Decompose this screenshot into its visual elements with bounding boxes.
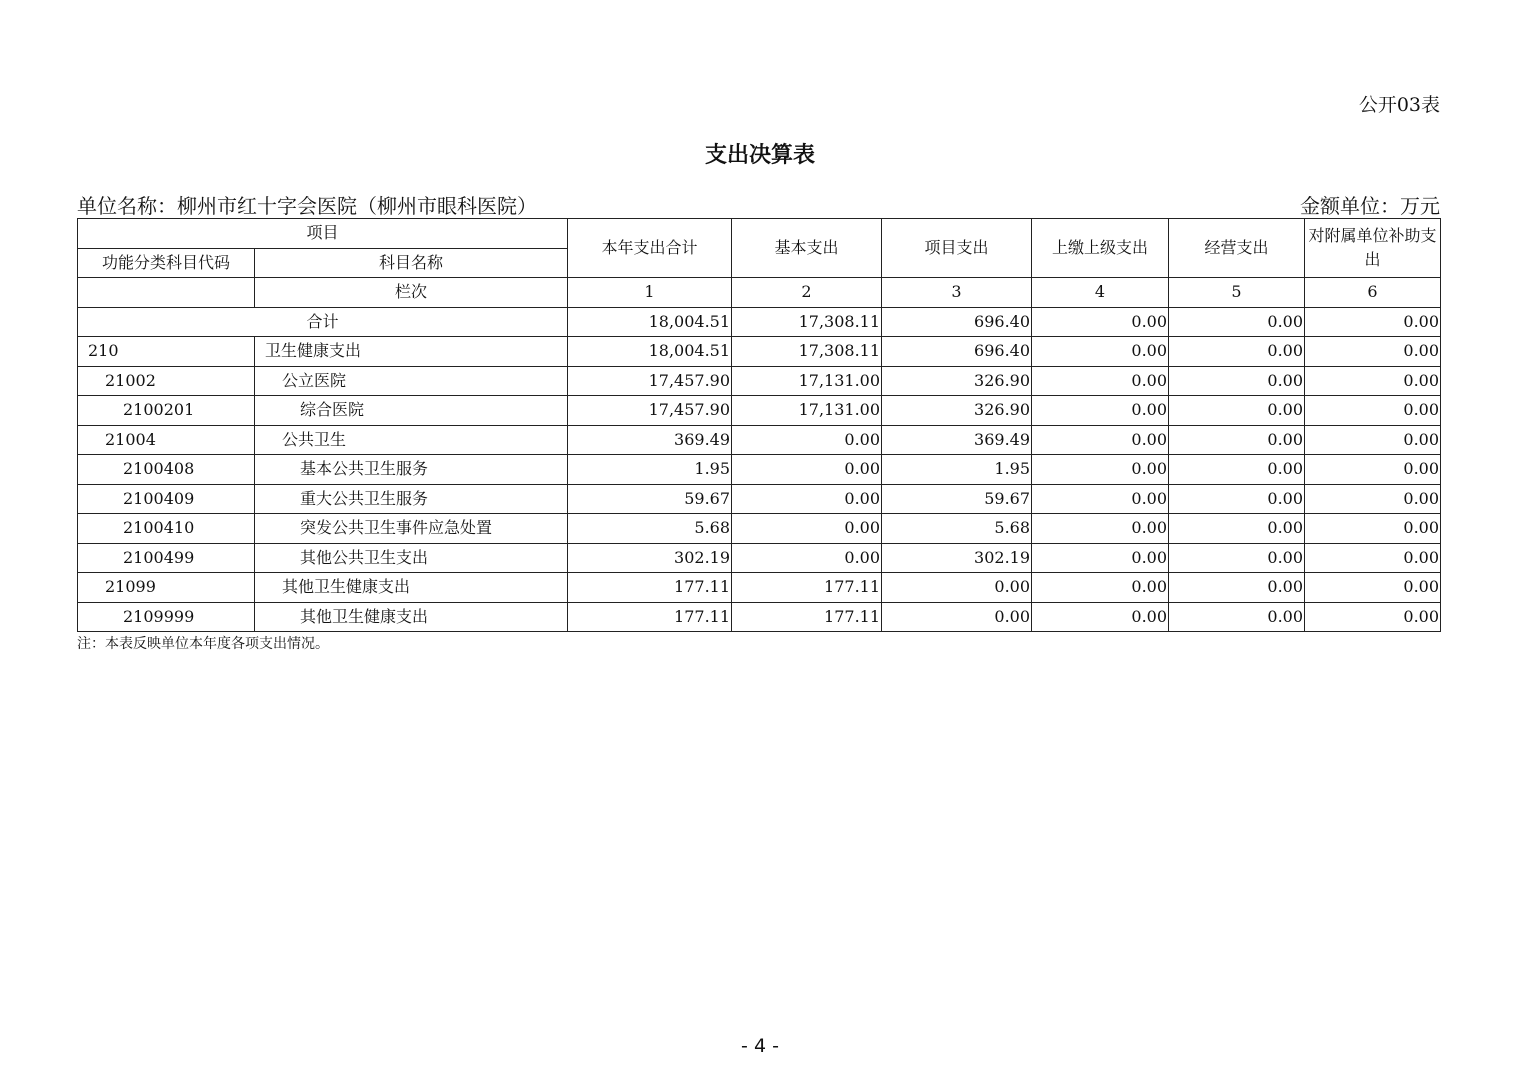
row-name: 基本公共卫生服务	[255, 455, 568, 485]
row-total: 59.67	[568, 484, 732, 514]
row-total: 302.19	[568, 543, 732, 573]
row-upper: 0.00	[1032, 425, 1169, 455]
row-basic: 17,131.00	[732, 366, 882, 396]
row-project: 326.90	[882, 366, 1032, 396]
row-project: 0.00	[882, 573, 1032, 603]
row-code: 2100410	[78, 514, 255, 544]
row-total: 369.49	[568, 425, 732, 455]
table-row	[78, 425, 1441, 455]
header-upper: 上缴上级支出	[1032, 219, 1169, 278]
column-index-3: 3	[882, 278, 1032, 308]
row-upper: 0.00	[1032, 484, 1169, 514]
total-subsidy: 0.00	[1305, 307, 1441, 337]
header-project: 项目支出	[882, 219, 1032, 278]
total-basic: 17,308.11	[732, 307, 882, 337]
row-name: 公立医院	[255, 366, 568, 396]
unit-name: 单位名称：柳州市红十字会医院（柳州市眼科医院）	[77, 194, 537, 218]
table-row	[78, 337, 1441, 367]
row-upper: 0.00	[1032, 455, 1169, 485]
row-business: 0.00	[1169, 543, 1305, 573]
row-total: 18,004.51	[568, 337, 732, 367]
table-row	[78, 484, 1441, 514]
row-basic: 17,308.11	[732, 337, 882, 367]
row-code: 210	[78, 337, 255, 367]
row-code: 2100409	[78, 484, 255, 514]
column-index-1: 1	[568, 278, 732, 308]
total-project: 696.40	[882, 307, 1032, 337]
header-code: 功能分类科目代码	[78, 248, 255, 278]
row-project: 1.95	[882, 455, 1032, 485]
row-basic: 177.11	[732, 573, 882, 603]
row-code: 21099	[78, 573, 255, 603]
row-total: 17,457.90	[568, 396, 732, 426]
row-code: 2100499	[78, 543, 255, 573]
table-row	[78, 455, 1441, 485]
row-basic: 17,131.00	[732, 396, 882, 426]
row-total: 1.95	[568, 455, 732, 485]
row-total: 17,457.90	[568, 366, 732, 396]
row-code: 2100408	[78, 455, 255, 485]
row-name: 其他公共卫生支出	[255, 543, 568, 573]
row-project: 5.68	[882, 514, 1032, 544]
row-project: 59.67	[882, 484, 1032, 514]
row-project: 696.40	[882, 337, 1032, 367]
row-project: 369.49	[882, 425, 1032, 455]
row-subsidy: 0.00	[1305, 514, 1441, 544]
header-basic: 基本支出	[732, 219, 882, 278]
row-business: 0.00	[1169, 337, 1305, 367]
row-name: 公共卫生	[255, 425, 568, 455]
total-row	[78, 307, 1441, 337]
column-index-4: 4	[1032, 278, 1169, 308]
header-total: 本年支出合计	[568, 219, 732, 278]
amount-unit: 金额单位：万元	[1300, 194, 1440, 218]
header-item: 项目	[78, 219, 568, 249]
column-index-empty	[78, 278, 255, 308]
row-subsidy: 0.00	[1305, 602, 1441, 632]
row-business: 0.00	[1169, 514, 1305, 544]
row-name: 综合医院	[255, 396, 568, 426]
row-upper: 0.00	[1032, 602, 1169, 632]
table-row	[78, 602, 1441, 632]
expenditure-table	[77, 218, 1441, 632]
row-subsidy: 0.00	[1305, 543, 1441, 573]
total-label: 合计	[78, 307, 568, 337]
row-subsidy: 0.00	[1305, 573, 1441, 603]
row-project: 326.90	[882, 396, 1032, 426]
row-upper: 0.00	[1032, 543, 1169, 573]
row-name: 其他卫生健康支出	[255, 573, 568, 603]
row-basic: 0.00	[732, 514, 882, 544]
row-name: 卫生健康支出	[255, 337, 568, 367]
row-business: 0.00	[1169, 425, 1305, 455]
row-business: 0.00	[1169, 602, 1305, 632]
row-code: 2109999	[78, 602, 255, 632]
row-subsidy: 0.00	[1305, 455, 1441, 485]
table-row	[78, 514, 1441, 544]
row-total: 177.11	[568, 573, 732, 603]
column-index-2: 2	[732, 278, 882, 308]
row-business: 0.00	[1169, 396, 1305, 426]
table-note: 注：本表反映单位本年度各项支出情况。	[77, 636, 329, 652]
table-row	[78, 543, 1441, 573]
row-upper: 0.00	[1032, 337, 1169, 367]
row-total: 177.11	[568, 602, 732, 632]
header-row-1	[78, 219, 1441, 249]
row-basic: 177.11	[732, 602, 882, 632]
row-business: 0.00	[1169, 484, 1305, 514]
row-upper: 0.00	[1032, 366, 1169, 396]
row-project: 302.19	[882, 543, 1032, 573]
total-upper: 0.00	[1032, 307, 1169, 337]
row-code: 21002	[78, 366, 255, 396]
total-business: 0.00	[1169, 307, 1305, 337]
row-upper: 0.00	[1032, 396, 1169, 426]
row-name: 突发公共卫生事件应急处置	[255, 514, 568, 544]
row-name: 其他卫生健康支出	[255, 602, 568, 632]
row-basic: 0.00	[732, 543, 882, 573]
row-subsidy: 0.00	[1305, 425, 1441, 455]
row-business: 0.00	[1169, 455, 1305, 485]
table-row	[78, 366, 1441, 396]
table-row	[78, 573, 1441, 603]
row-basic: 0.00	[732, 425, 882, 455]
row-code: 2100201	[78, 396, 255, 426]
column-index-6: 6	[1305, 278, 1441, 308]
page-number: - 4 -	[741, 1035, 779, 1057]
header-subsidy: 对附属单位补助支出	[1305, 219, 1441, 278]
row-subsidy: 0.00	[1305, 484, 1441, 514]
row-subsidy: 0.00	[1305, 337, 1441, 367]
form-number: 公开03表	[1358, 94, 1440, 116]
row-subsidy: 0.00	[1305, 366, 1441, 396]
table-row	[78, 396, 1441, 426]
row-upper: 0.00	[1032, 514, 1169, 544]
header-name: 科目名称	[255, 248, 568, 278]
column-index-label: 栏次	[255, 278, 568, 308]
page-title: 支出决算表	[704, 143, 815, 168]
row-name: 重大公共卫生服务	[255, 484, 568, 514]
column-index-5: 5	[1169, 278, 1305, 308]
row-business: 0.00	[1169, 366, 1305, 396]
unit-info-row	[77, 190, 1440, 219]
row-project: 0.00	[882, 602, 1032, 632]
column-index-row	[78, 278, 1441, 308]
row-basic: 0.00	[732, 484, 882, 514]
row-upper: 0.00	[1032, 573, 1169, 603]
header-business: 经营支出	[1169, 219, 1305, 278]
row-basic: 0.00	[732, 455, 882, 485]
row-total: 5.68	[568, 514, 732, 544]
row-business: 0.00	[1169, 573, 1305, 603]
row-code: 21004	[78, 425, 255, 455]
row-subsidy: 0.00	[1305, 396, 1441, 426]
total-total: 18,004.51	[568, 307, 732, 337]
